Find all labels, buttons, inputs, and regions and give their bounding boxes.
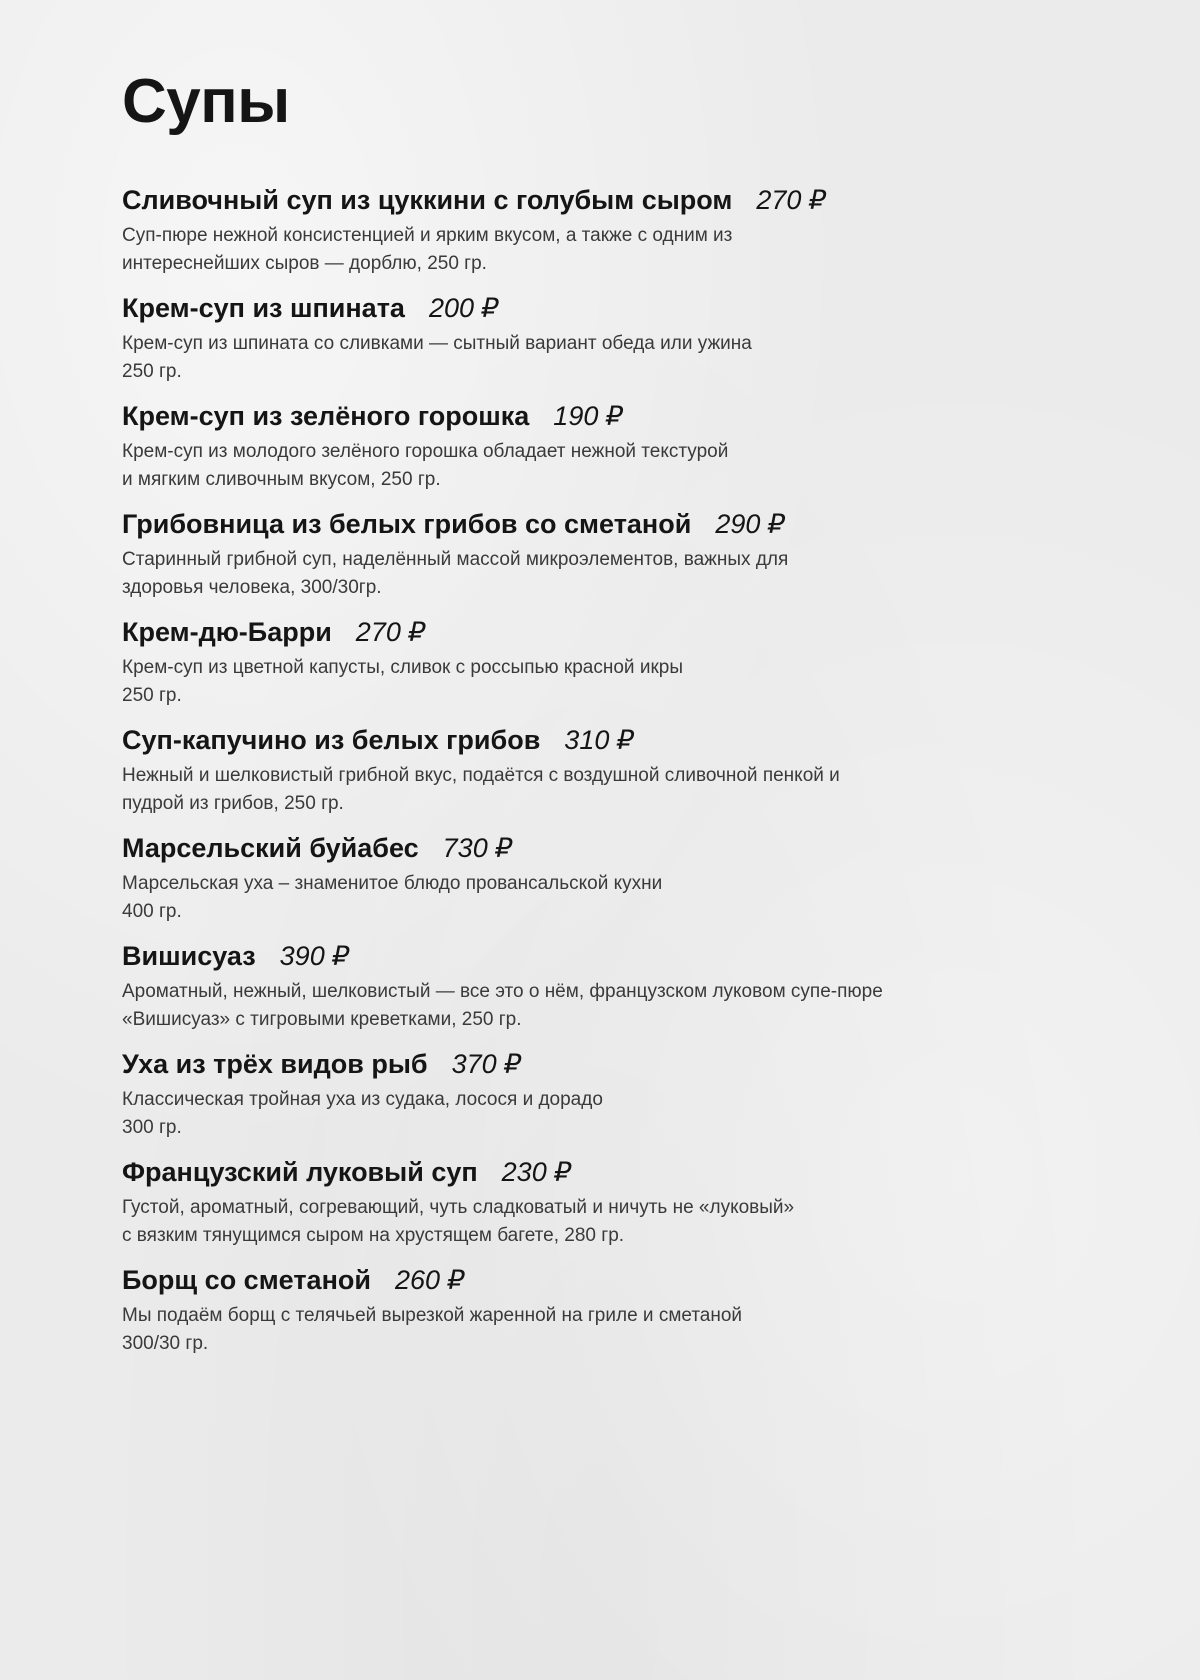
item-price: 270 ₽ [756, 185, 827, 215]
menu-item [122, 1154, 1022, 1262]
item-description-line: Классическая тройная уха из судака, лосося и дорадо [122, 1089, 603, 1110]
item-name: Крем-суп из шпината [122, 293, 405, 323]
item-name: Борщ со сметаной [122, 1265, 371, 1295]
menu-item [122, 614, 1022, 722]
menu-item [122, 938, 1022, 1046]
item-header [122, 1046, 1022, 1086]
item-description-line: и мягким сливочным вкусом, 250 гр. [122, 469, 441, 490]
item-name: Вишисуаз [122, 941, 256, 971]
menu-item [122, 722, 1022, 830]
item-header [122, 182, 1022, 222]
item-description [122, 1194, 1022, 1250]
item-description-line: 400 гр. [122, 901, 182, 922]
item-description [122, 870, 1022, 926]
item-name: Крем-дю-Барри [122, 617, 332, 647]
item-description-line: 250 гр. [122, 361, 182, 382]
item-description-line: «Вишисуаз» с тигровыми креветками, 250 гр. [122, 1009, 522, 1030]
item-header [122, 830, 1022, 870]
item-description-line: 250 гр. [122, 685, 182, 706]
item-description-line: Крем-суп из шпината со сливками — сытный вариант обеда или ужина [122, 333, 752, 354]
item-header [122, 506, 1022, 546]
item-name: Марсельский буйабес [122, 833, 419, 863]
item-description-line: с вязким тянущимся сыром на хрустящем багете, 280 гр. [122, 1225, 625, 1246]
item-price: 190 ₽ [553, 401, 624, 431]
item-header [122, 938, 1022, 978]
item-description-line: 300/30 гр. [122, 1333, 209, 1354]
menu-item [122, 506, 1022, 614]
menu-item [122, 1262, 1022, 1370]
item-price: 290 ₽ [715, 509, 786, 539]
item-name: Сливочный суп из цуккини с голубым сыром [122, 185, 733, 215]
item-description-line: Густой, ароматный, согревающий, чуть сладковатый и ничуть не «луковый» [122, 1197, 795, 1218]
item-description [122, 1302, 1022, 1358]
item-header [122, 614, 1022, 654]
item-description [122, 654, 1022, 710]
menu-list [122, 182, 1022, 1370]
item-price: 270 ₽ [355, 617, 426, 647]
menu-item [122, 830, 1022, 938]
item-description-line: Марсельская уха – знаменитое блюдо провансальской кухни [122, 873, 663, 894]
item-description-line: интереснейших сыров — дорблю, 250 гр. [122, 253, 487, 274]
menu-item [122, 182, 1022, 290]
item-description-line: 300 гр. [122, 1117, 182, 1138]
menu-item [122, 398, 1022, 506]
item-header [122, 722, 1022, 762]
item-header [122, 290, 1022, 330]
item-description [122, 978, 1022, 1034]
item-description-line: Крем-суп из цветной капусты, сливок с россыпью красной икры [122, 657, 683, 678]
item-description-line: Нежный и шелковистый грибной вкус, подаётся с воздушной сливочной пенкой и [122, 765, 840, 786]
item-description [122, 546, 1022, 602]
item-description-line: здоровья человека, 300/30гр. [122, 577, 382, 598]
item-description [122, 438, 1022, 494]
item-price: 370 ₽ [451, 1049, 522, 1079]
item-name: Французский луковый суп [122, 1157, 478, 1187]
item-description [122, 330, 1022, 386]
item-price: 200 ₽ [428, 293, 499, 323]
item-description-line: Мы подаём борщ с телячьей вырезкой жаренной на гриле и сметаной [122, 1305, 743, 1326]
item-name: Грибовница из белых грибов со сметаной [122, 509, 692, 539]
menu-page [122, 62, 1022, 1370]
item-description-line: Крем-суп из молодого зелёного горошка обладает нежной текстурой [122, 441, 729, 462]
item-name: Уха из трёх видов рыб [122, 1049, 428, 1079]
item-name: Крем-суп из зелёного горошка [122, 401, 530, 431]
item-description [122, 762, 1022, 818]
item-header [122, 398, 1022, 438]
item-description-line: Суп-пюре нежной консистенцией и ярким вкусом, а также с одним из [122, 225, 733, 246]
item-price: 310 ₽ [564, 725, 635, 755]
item-name: Суп-капучино из белых грибов [122, 725, 541, 755]
item-description [122, 1086, 1022, 1142]
item-price: 390 ₽ [279, 941, 350, 971]
item-description-line: Ароматный, нежный, шелковистый — все это о нём, французском луковом супе-пюре [122, 981, 883, 1002]
item-description [122, 222, 1022, 278]
item-header [122, 1154, 1022, 1194]
item-description-line: Старинный грибной суп, наделённый массой микроэлементов, важных для [122, 549, 789, 570]
page-title: Супы [122, 67, 290, 136]
item-price: 730 ₽ [442, 833, 513, 863]
menu-item [122, 1046, 1022, 1154]
item-description-line: пудрой из грибов, 250 гр. [122, 793, 344, 814]
item-header [122, 1262, 1022, 1302]
menu-item [122, 290, 1022, 398]
item-price: 230 ₽ [501, 1157, 572, 1187]
item-price: 260 ₽ [394, 1265, 465, 1295]
